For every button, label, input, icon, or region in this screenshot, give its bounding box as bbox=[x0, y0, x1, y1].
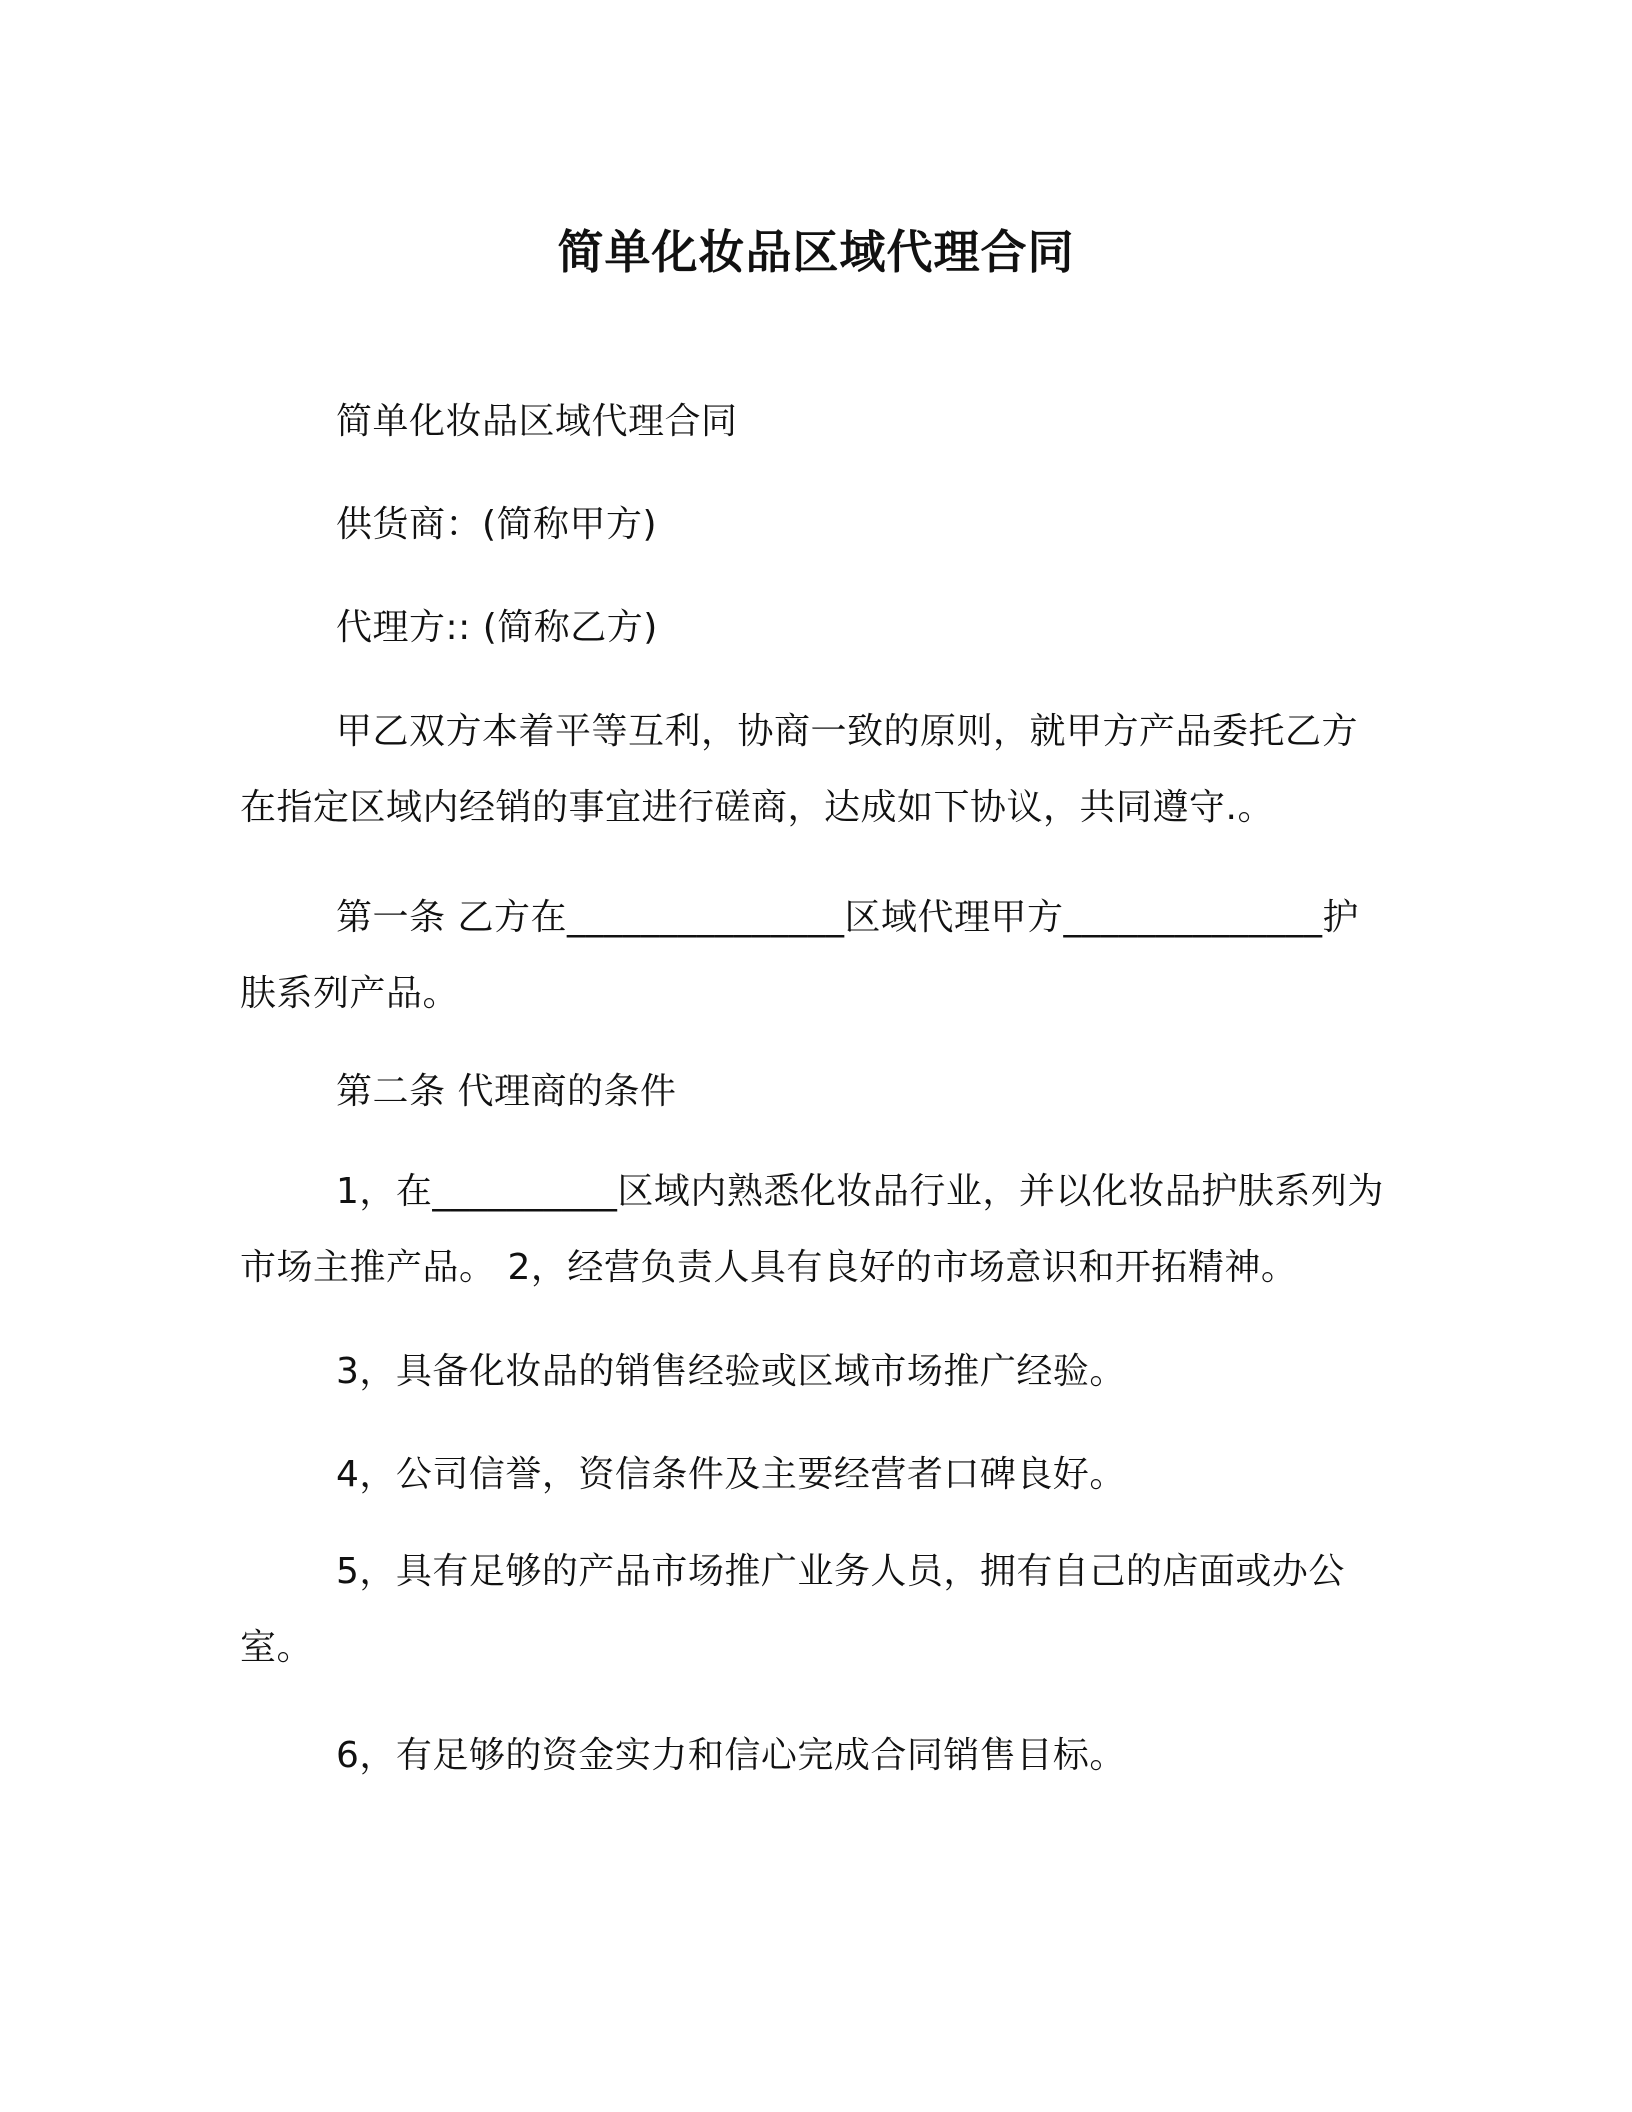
paragraph-contract-name: 简单化妆品区域代理合同 bbox=[336, 401, 738, 442]
paragraph-condition-1-2: 1，在__________区域内熟悉化妆品行业，并以化妆品护肤系列为市场主推产品。 2，经营负责人具有良好的市场意识和开拓精神。 bbox=[240, 1171, 1384, 1288]
paragraph-condition-4: 4，公司信誉，资信条件及主要经营者口碑良好。 bbox=[336, 1454, 1126, 1495]
paragraph-article-1: 第一条 乙方在_______________区域代理甲方______________护肤系列产品。 bbox=[240, 897, 1359, 1014]
paragraph-condition-5-block bbox=[240, 1534, 1392, 1686]
paragraph-article-1-block bbox=[240, 880, 1392, 1032]
document-title: 简单化妆品区域代理合同 bbox=[557, 225, 1075, 279]
paragraph-condition-3: 3，具备化妆品的销售经验或区域市场推广经验。 bbox=[336, 1351, 1126, 1392]
paragraph-article-2-heading: 第二条 代理商的条件 bbox=[336, 1071, 677, 1112]
paragraph-agent: 代理方:: (简称乙方) bbox=[336, 607, 658, 648]
paragraph-condition-6: 6，有足够的资金实力和信心完成合同销售目标。 bbox=[336, 1735, 1126, 1776]
paragraph-preamble: 甲乙双方本着平等互利，协商一致的原则，就甲方产品委托乙方在指定区域内经销的事宜进行磋商，达成如下协议，共同遵守.。 bbox=[240, 711, 1359, 828]
paragraph-condition-1-2-block bbox=[240, 1154, 1392, 1306]
paragraph-preamble-block bbox=[240, 694, 1392, 846]
paragraph-supplier: 供货商：(简称甲方) bbox=[336, 504, 658, 545]
paragraph-condition-5: 5，具有足够的产品市场推广业务人员，拥有自己的店面或办公室。 bbox=[240, 1551, 1345, 1668]
